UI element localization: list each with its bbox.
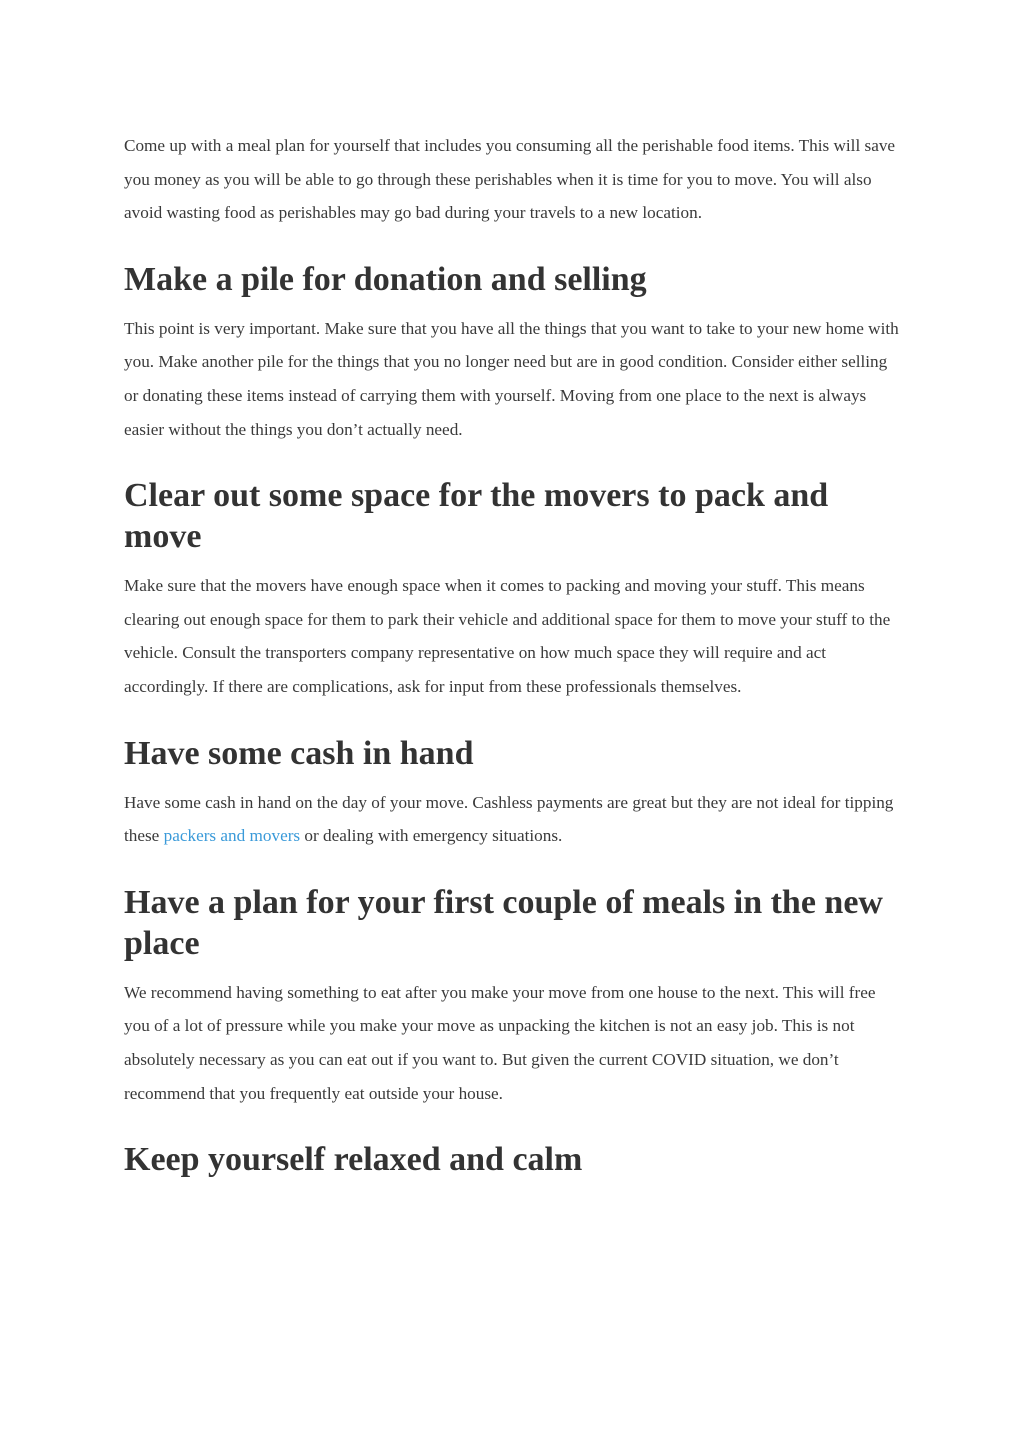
cash-text-before-link: Have some cash in hand on the day of your move. Cashless payments are great but they are not ideal for tipping these (124, 792, 894, 846)
relaxed-calm-heading: Keep yourself relaxed and calm (124, 1141, 583, 1179)
document-page (124, 129, 904, 1180)
donation-selling-heading: Make a pile for donation and selling (124, 260, 647, 298)
cash-text-after-link: or dealing with emergency situations. (300, 826, 563, 846)
first-meals-paragraph: We recommend having something to eat after you make your move from one house to the next. This will free you of a lot of pressure while you make your move as unpacking the kitchen is not an easy job. This is not absolutely necessary as you can eat out if you want to. But given the current COVID situation, we don’t recommend that you frequently eat outside your house. (124, 982, 876, 1103)
donation-selling-paragraph: This point is very important. Make sure that you have all the things that you want to take to your new home with you. Make another pile for the things that you no longer need but are in good condition. Consider either selling or donating these items instead of carrying them with yourself. Moving from one place to the next is always easier without the things you don’t actually need. (124, 318, 899, 439)
clear-space-heading: Clear out some space for the movers to pack and move (124, 477, 829, 556)
cash-in-hand-heading: Have some cash in hand (124, 734, 474, 772)
first-meals-heading: Have a plan for your first couple of meals in the new place (124, 883, 883, 962)
cash-in-hand-paragraph (124, 786, 904, 853)
clear-space-paragraph: Make sure that the movers have enough space when it comes to packing and moving your stuff. This means clearing out enough space for them to park their vehicle and additional space for them to move your stuff to the vehicle. Consult the transporters company representative on how much space they will require and act accordingly. If there are complications, ask for input from these professionals themselves. (124, 576, 891, 696)
packers-and-movers-link[interactable]: packers and movers (163, 826, 301, 846)
meal-plan-paragraph: Come up with a meal plan for yourself that includes you consuming all the perishable food items. This will save you money as you will be able to go through these perishables when it is time for you to move. You will also avoid wasting food as perishables may go bad during your travels to a new location. (124, 136, 896, 223)
